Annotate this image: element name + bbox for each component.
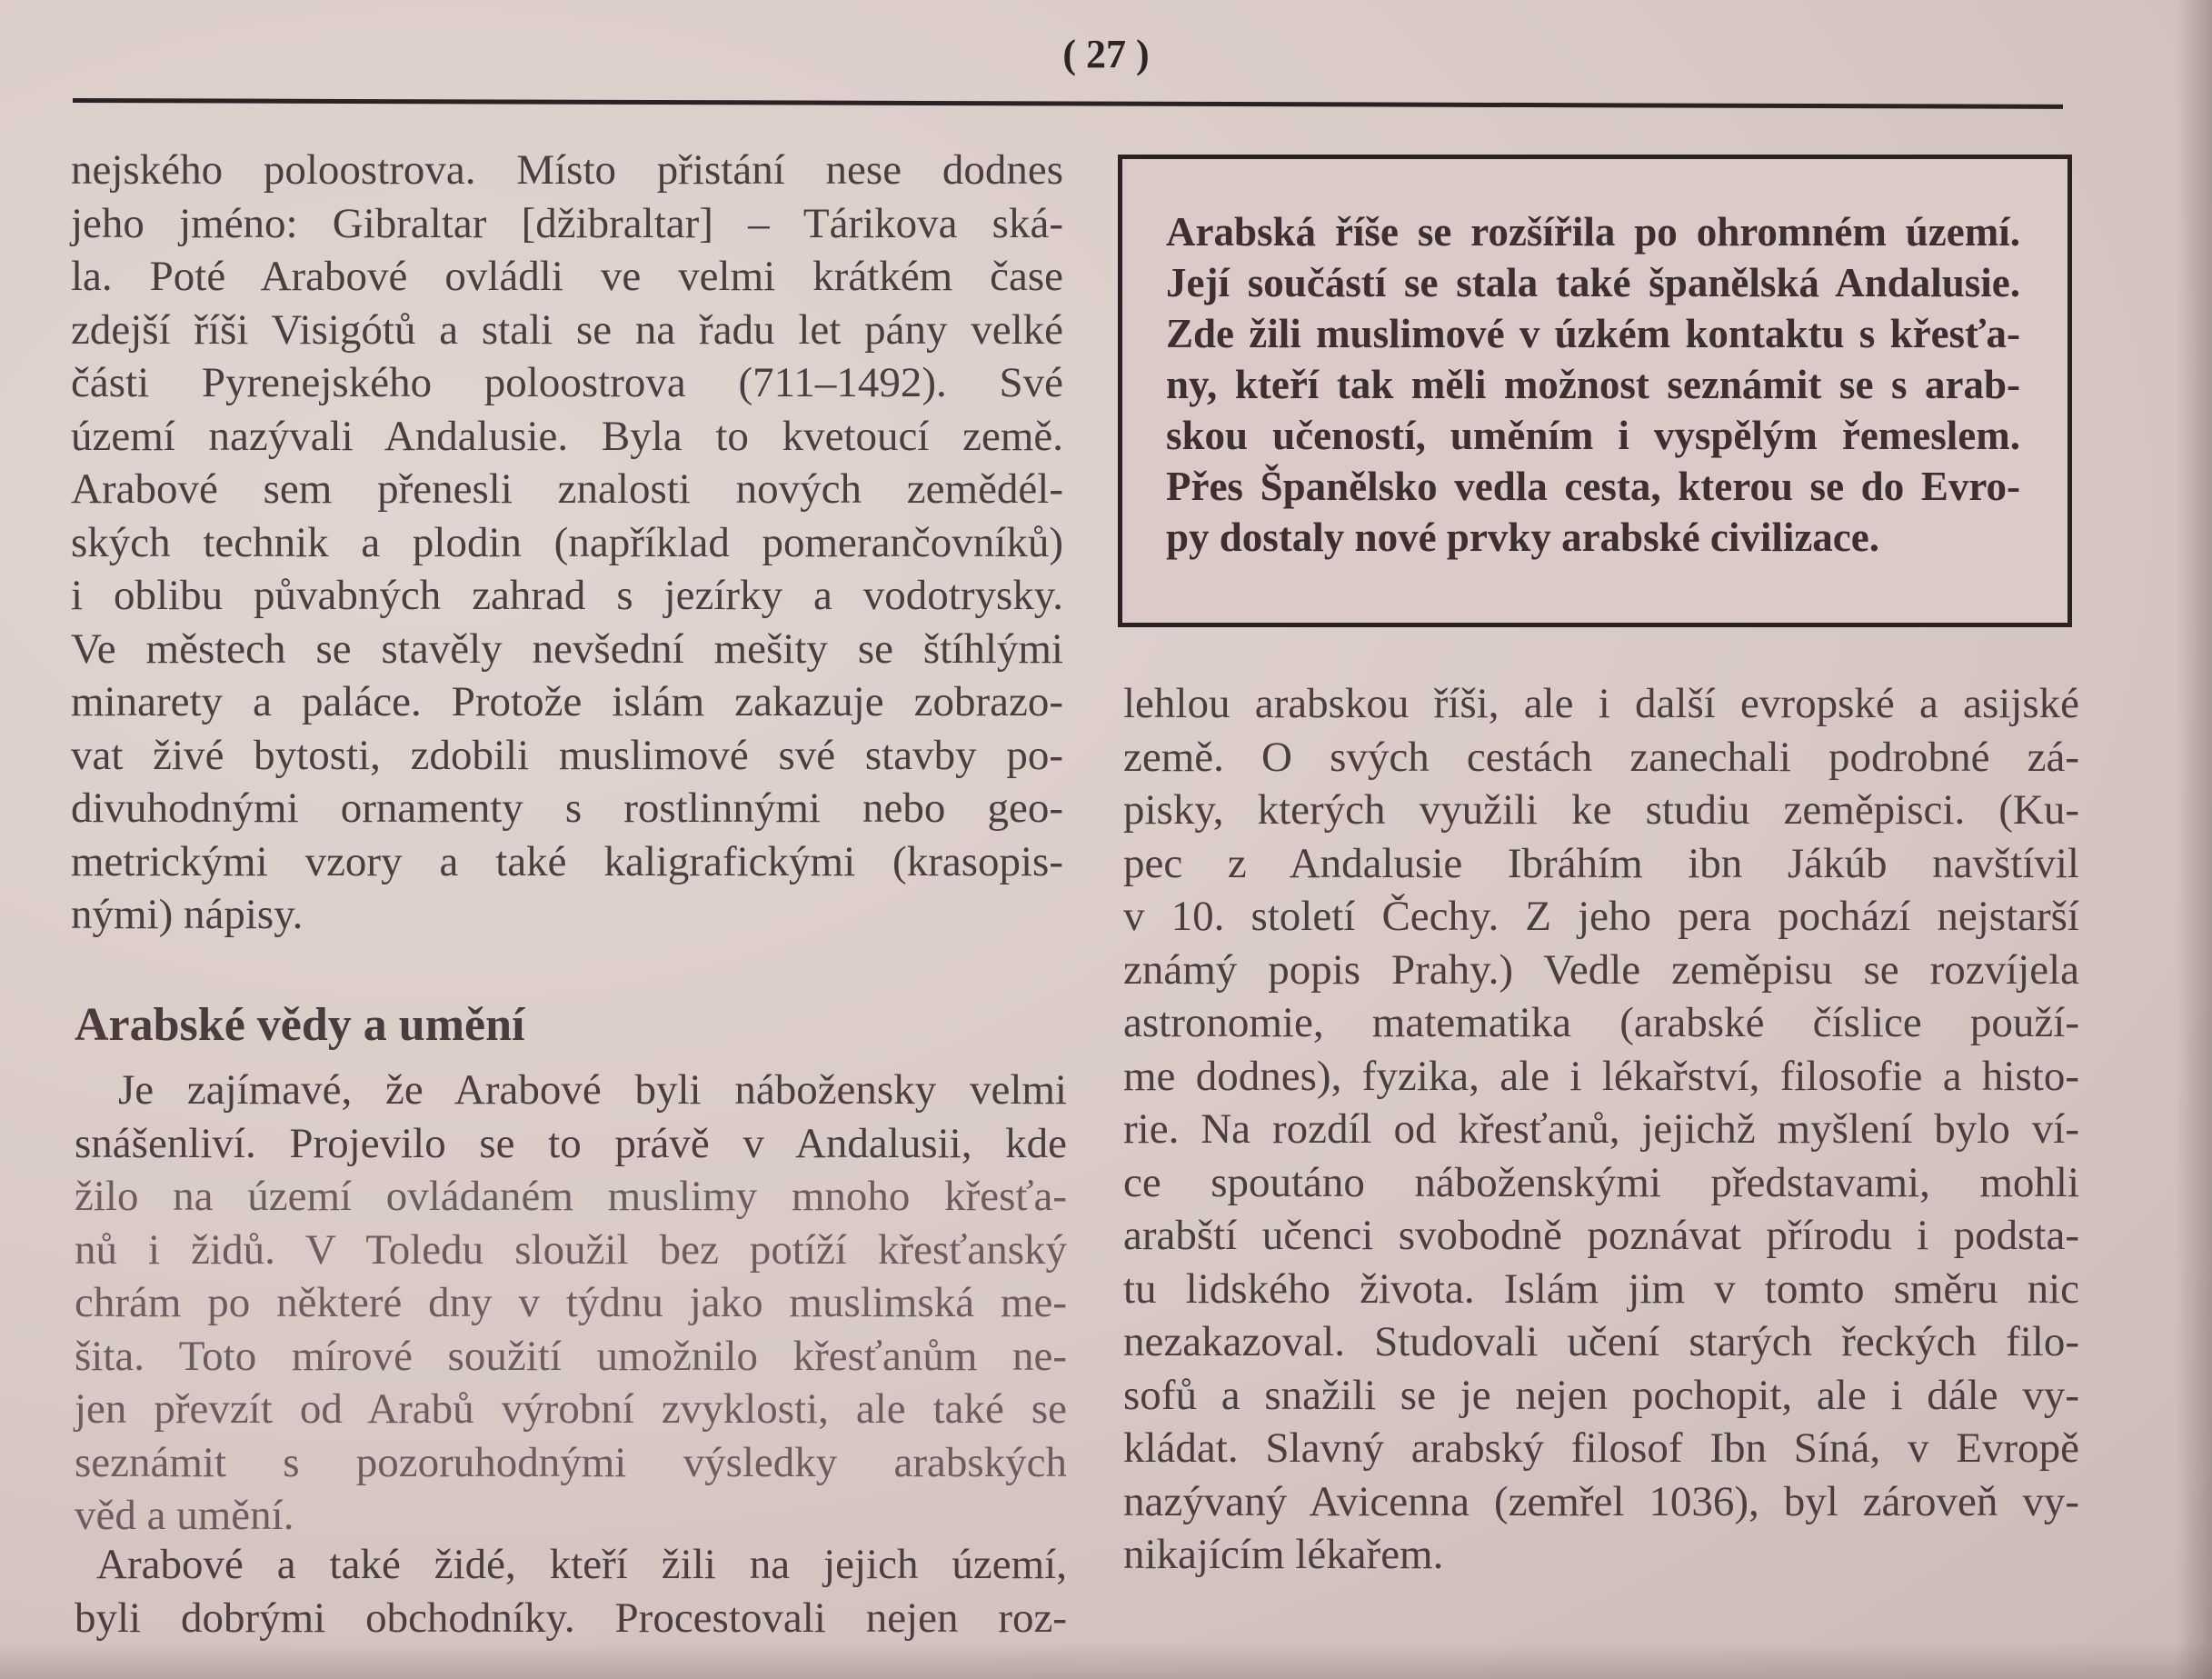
text-line: pisky, kterých využili ke studiu zeměpisci. (Ku- [1123, 786, 2079, 834]
text-line: minarety a paláce. Protože islám zakazuje zobrazo- [71, 678, 1063, 725]
left-column-text [71, 144, 1063, 942]
text-line: i oblibu půvabných zahrad s jezírky a vodotrysky. [71, 572, 1063, 619]
text-line: metrickými vzory a také kaligrafickými (krasopis- [71, 837, 1063, 885]
text-line: la. Poté Arabové ovládli ve velmi krátkém čase [71, 253, 1063, 300]
right-column-text [1123, 677, 2079, 1582]
text-line: země. O svých cestách zanechali podrobné zá- [1123, 733, 2079, 781]
text-line: ny, kteří tak měli možnost seznámit se s arab- [1166, 362, 2020, 407]
text-line: nazývaný Avicenna (zemřel 1036), byl zároveň vy- [1123, 1477, 2079, 1525]
summary-box-text [1166, 206, 2020, 563]
text-line: Je zajímavé, že Arabové byli nábožensky velmi [118, 1066, 1067, 1114]
text-line: šita. Toto mírové soužití umožnilo křesťanům ne- [75, 1332, 1067, 1380]
text-line: skou učeností, uměním i vyspělým řemeslem. [1166, 413, 2020, 458]
text-line: nikajícím lékařem. [1123, 1531, 1444, 1578]
section-paragraph-2 [75, 1538, 1067, 1644]
text-line: tu lidského života. Islám jim v tomto směru nic [1123, 1264, 2079, 1313]
text-line: nými) nápisy. [71, 891, 304, 938]
text-line: zdejší říši Visigótů a stali se na řadu let pány velké [71, 305, 1063, 354]
section-heading: Arabské vědy a umění [75, 999, 525, 1051]
text-line: Arabové a také židé, kteří žili na jejich území, [96, 1541, 1067, 1588]
text-line: lehlou arabskou říši, ale i další evropské a asijské [1123, 680, 2079, 727]
text-line: ských technik a plodin (například pomerančovníků) [71, 518, 1063, 566]
text-line: části Pyrenejského poloostrova (711–1492). Své [71, 359, 1063, 406]
text-line: území nazývali Andalusie. Byla to kvetoucí země. [71, 412, 1063, 460]
text-line: Ve městech se stavěly nevšední mešity se štíhlými [71, 625, 1063, 673]
text-line: arabští učenci svobodně poznávat přírodu i podsta- [1123, 1212, 2079, 1259]
text-line: Její součástí se stala také španělská Andalusie. [1166, 260, 2020, 305]
text-line: jen převzít od Arabů výrobní zvyklosti, ale také se [75, 1385, 1067, 1433]
text-line: byli dobrými obchodníky. Procestovali nejen roz- [75, 1594, 1067, 1642]
text-line: chrám po některé dny v týdnu jako muslimská me- [75, 1279, 1067, 1326]
text-line: nejského poloostrova. Místo přistání nese dodnes [71, 146, 1063, 194]
header-rule [73, 98, 2063, 109]
page-number: ( 27 ) [1062, 32, 1150, 76]
text-line: známý popis Prahy.) Vedle zeměpisu se rozvíjela [1123, 945, 2079, 994]
text-line: py dostaly nové prvky arabské civilizace. [1166, 515, 1879, 560]
text-line: nezakazoval. Studovali učení starých řeckých filo- [1123, 1318, 2079, 1365]
text-line: snášenliví. Projevilo se to právě v Andalusii, kde [75, 1119, 1067, 1167]
text-line: kládat. Slavný arabský filosof Ibn Síná, v Evropě [1123, 1424, 2079, 1472]
summary-box [1118, 155, 2072, 627]
text-line: nů i židů. V Toledu sloužil bez potíží křesťanský [75, 1225, 1067, 1274]
text-line: rie. Na rozdíl od křesťanů, jejichž myšlení bylo ví- [1123, 1105, 2079, 1153]
text-line: ce spoutáno náboženskými představami, mohli [1123, 1158, 2079, 1206]
text-line: divuhodnými ornamenty s rostlinnými nebo geo- [71, 785, 1063, 832]
text-line: věd a umění. [75, 1492, 294, 1539]
text-line: seznámit s pozoruhodnými výsledky arabských [75, 1438, 1067, 1486]
text-line: Přes Španělsko vedla cesta, kterou se do Evro- [1166, 464, 2020, 509]
text-line: jeho jméno: Gibraltar [džibraltar] – Tárikova ská- [71, 199, 1063, 247]
section-paragraph-1 [75, 1064, 1067, 1543]
page-bottom-shadow [0, 1643, 2212, 1679]
text-line: Arabská říše se rozšířila po ohromném území. [1166, 209, 2020, 255]
text-line: pec z Andalusie Ibráhím ibn Jákúb navštívil [1123, 839, 2079, 887]
text-line: Zde žili muslimové v úzkém kontaktu s křesťa- [1166, 311, 2020, 356]
text-line: Arabové sem přenesli znalosti nových zemědél- [71, 465, 1063, 513]
text-line: astronomie, matematika (arabské číslice použí- [1123, 999, 2079, 1046]
text-line: sofů a snažili se je nejen pochopit, ale i dále vy- [1123, 1371, 2079, 1419]
page-edge-shadow [2176, 0, 2212, 1679]
text-line: vat živé bytosti, zdobili muslimové své stavby po- [71, 731, 1063, 779]
text-line: v 10. století Čechy. Z jeho pera pochází nejstarší [1123, 893, 2079, 940]
text-line: žilo na území ovládaném muslimy mnoho křesťa- [75, 1173, 1067, 1220]
text-line: me dodnes), fyzika, ale i lékařství, filosofie a histo- [1123, 1052, 2079, 1100]
